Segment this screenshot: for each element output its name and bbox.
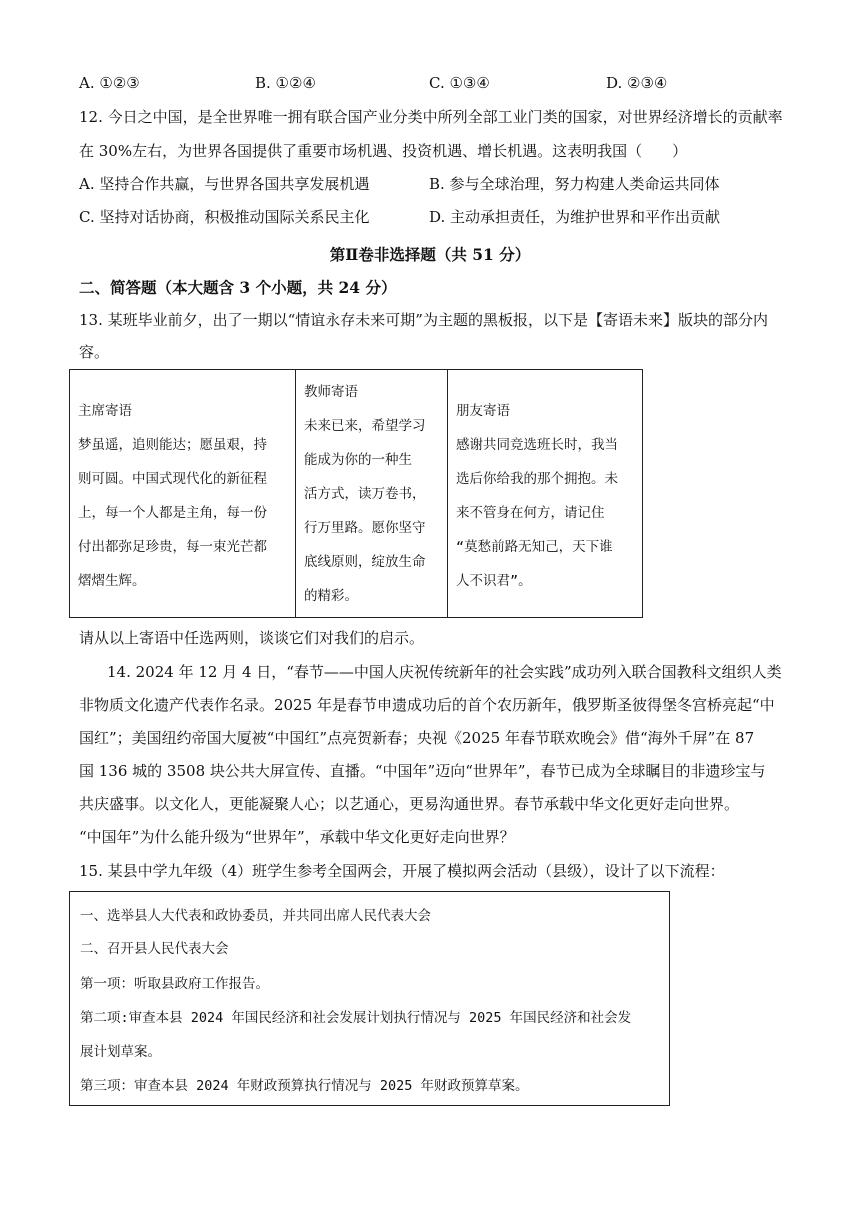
process-line: 展计划草案。	[80, 1044, 161, 1060]
process-line: 二、召开县人民代表大会	[80, 941, 229, 957]
q13-message-table	[69, 369, 643, 618]
cell-text: 梦虽遥，追则能达；愿虽艰，持	[78, 437, 267, 453]
cell-text: 感谢共同竞选班长时，我当	[456, 437, 618, 453]
q11-option-c[interactable]: C. ①③④	[429, 74, 490, 92]
q14-material-line5: 共庆盛事。以文化人，更能凝聚人心；以艺通心，更易沟通世界。春节承载中华文化更好走向世界。	[79, 795, 740, 813]
q14-question: “中国年”为什么能升级为“世界年”，承载中华文化更好走向世界？	[79, 828, 515, 846]
q14-material-line2: 非物质文化遗产代表作名录。2025 年是春节申遗成功后的首个农历新年，俄罗斯圣彼得堡冬宫桥亮起“中	[79, 696, 775, 714]
q14-material-line1: 14. 2024 年 12 月 4 日，“春节——中国人庆祝传统新年的社会实践”成功列入联合国教科文组织人类	[107, 663, 782, 681]
cell-text: 教师寄语	[304, 384, 358, 400]
cell-text: 选后你给我的那个拥抱。未	[456, 471, 618, 487]
process-line: 一、选举县人大代表和政协委员，并共同出席人民代表大会	[80, 908, 431, 924]
part2-title: 第Ⅱ卷非选择题（共 51 分）	[329, 245, 531, 264]
cell-text: “莫愁前路无知己，天下谁	[456, 539, 613, 555]
cell-text: 能成为你的一种生	[304, 452, 412, 468]
friend-message-cell	[448, 370, 643, 618]
q14-material-line3: 国红”；美国纽约帝国大厦被“中国红”点亮贺新春；央视《2025 年春节联欢晚会》借“海外千屏”在 87	[79, 729, 755, 747]
cell-text: 人不识君”。	[456, 573, 532, 589]
cell-text: 熠熠生辉。	[78, 573, 146, 589]
process-line: 第二项:审查本县 2024 年国民经济和社会发展计划执行情况与 2025 年国民经济和社会发	[80, 1010, 632, 1026]
q12-option-c[interactable]: C. 坚持对话协商，积极推动国际关系民主化	[79, 208, 370, 226]
q12-option-b[interactable]: B. 参与全球治理，努力构建人类命运共同体	[429, 175, 720, 193]
q11-option-b[interactable]: B. ①②④	[255, 74, 316, 92]
section2-title: 二、简答题（本大题含 3 个小题，共 24 分）	[79, 278, 397, 297]
teacher-message-cell	[296, 370, 448, 618]
process-line: 第一项：听取县政府工作报告。	[80, 976, 269, 992]
q13-prompt: 请从以上寄语中任选两则，谈谈它们对我们的启示。	[79, 629, 425, 647]
cell-text: 行万里路。愿你坚守	[304, 520, 426, 536]
cell-text: 活方式，读万卷书，	[304, 486, 426, 502]
q11-option-d[interactable]: D. ②③④	[606, 74, 668, 92]
cell-text: 底线原则，绽放生命	[304, 554, 426, 570]
cell-text: 朋友寄语	[456, 403, 510, 419]
q15-intro: 15. 某县中学九年级（4）班学生参考全国两会，开展了模拟两会活动（县级），设计了以下流程：	[79, 862, 725, 880]
q11-option-a[interactable]: A. ①②③	[79, 74, 140, 92]
chairman-message-cell	[70, 370, 296, 618]
q13-stem-line2: 容。	[79, 343, 110, 361]
q14-material-line4: 国 136 城的 3508 块公共大屏宣传、直播。“中国年”迈向“世界年”，春节已成为全球瞩目的非遗珍宝与	[79, 762, 766, 780]
cell-text: 的精彩。	[304, 588, 358, 604]
cell-text: 上，每一个人都是主角，每一份	[78, 505, 267, 521]
cell-text: 则可圆。中国式现代化的新征程	[78, 471, 267, 487]
q12-option-d[interactable]: D. 主动承担责任，为维护世界和平作出贡献	[429, 208, 721, 226]
q12-option-a[interactable]: A. 坚持合作共赢，与世界各国共享发展机遇	[79, 175, 370, 193]
cell-text: 未来已来，希望学习	[304, 418, 426, 434]
cell-text: 来不管身在何方，请记住	[456, 505, 605, 521]
q12-stem-line2: 在 30%左右，为世界各国提供了重要市场机遇、投资机遇、增长机遇。这表明我国（ ）	[79, 142, 688, 160]
process-line: 第三项：审查本县 2024 年财政预算执行情况与 2025 年财政预算草案。	[80, 1078, 529, 1094]
cell-text: 主席寄语	[78, 403, 132, 419]
q13-stem-line1: 13. 某班毕业前夕，出了一期以“情谊永存未来可期”为主题的黑板报，以下是【寄语未来】版块的部分内	[79, 311, 768, 329]
q12-stem-line1: 12. 今日之中国，是全世界唯一拥有联合国产业分类中所列全部工业门类的国家，对世界经济增长的贡献率	[79, 108, 783, 126]
q15-process-box	[69, 891, 670, 1106]
cell-text: 付出都弥足珍贵，每一束光芒都	[78, 539, 267, 555]
